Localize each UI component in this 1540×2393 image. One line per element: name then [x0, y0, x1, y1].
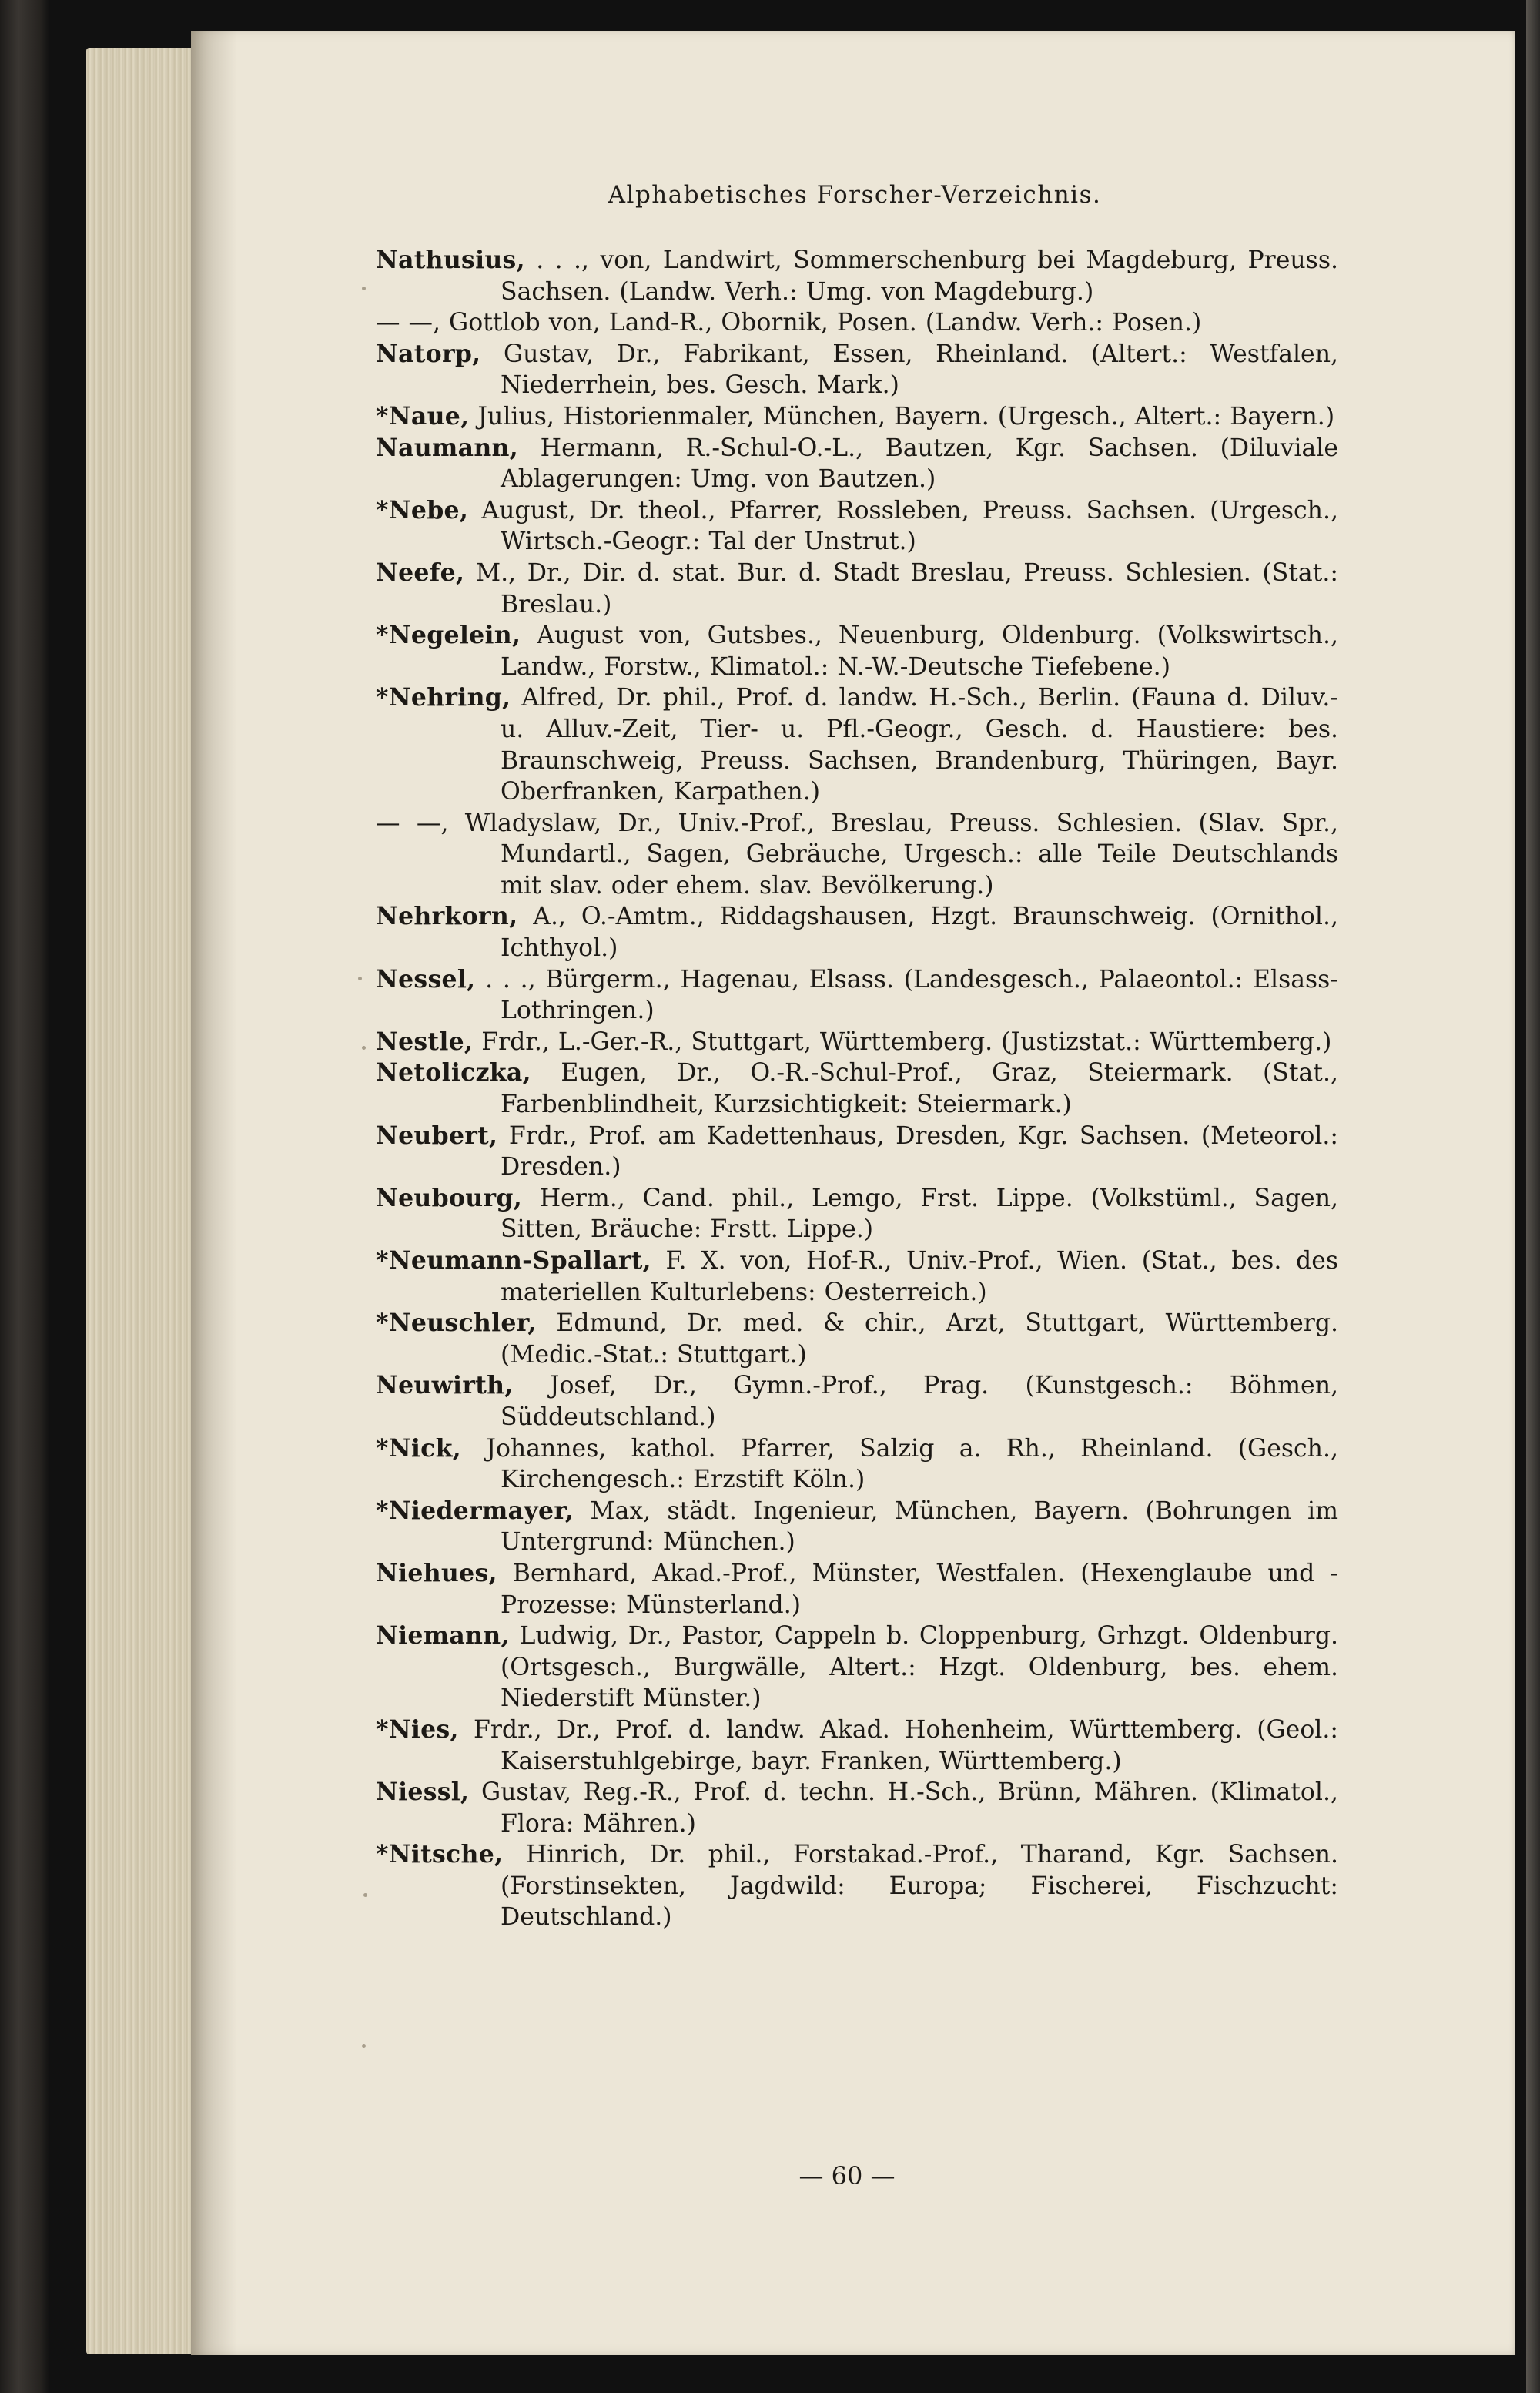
- entry-name: *Nebe,: [376, 495, 469, 525]
- entry-details: Gustav, Reg.-R., Prof. d. techn. H.-Sch., Brünn, Mähren. (Klimatol., Flora: Mähren.): [469, 1778, 1338, 1838]
- entry-details: Alfred, Dr. phil., Prof. d. landw. H.-Sch., Berlin. (Fauna d. Diluv.- u. Alluv.-Zeit, Tier- u. Pfl.-Geogr., Gesch. d. Haustiere: bes. Braunschweig, Preuss. Sachsen, Brandenburg, Thüringen, Bayr. Oberfranken, Karpathen.): [500, 684, 1338, 806]
- entry-details: Eugen, Dr., O.-R.-Schul-Prof., Graz, Steiermark. (Stat., Farbenblindheit, Kurzsichtigkeit: Steiermark.): [500, 1059, 1338, 1119]
- list-item: [376, 1777, 1338, 1839]
- entry-details: F. X. von, Hof-R., Univ.-Prof., Wien. (Stat., bes. des materiellen Kulturlebens: Oesterreich.): [500, 1247, 1338, 1306]
- entry-name: Nestle,: [376, 1027, 474, 1056]
- entry-details: Bernhard, Akad.-Prof., Münster, Westfalen. (Hexenglaube und -Prozesse: Münsterland.): [497, 1559, 1338, 1619]
- entry-name: Niessl,: [376, 1778, 470, 1807]
- entry-name: Natorp,: [376, 339, 481, 368]
- page-number: [0, 2161, 1540, 2190]
- running-head: [0, 181, 1540, 209]
- list-item: [376, 1121, 1338, 1183]
- entry-list: [376, 245, 1338, 1933]
- list-item: [376, 808, 1338, 902]
- entry-name: *Nehring,: [376, 683, 511, 712]
- paper-spot: [362, 287, 366, 290]
- entry-details: Max, städt. Ingenieur, München, Bayern. (Bohrungen im Untergrund: München.): [500, 1496, 1338, 1557]
- paper-spot: [362, 1046, 366, 1050]
- list-item: [376, 495, 1338, 558]
- entry-name: Naumann,: [376, 433, 519, 462]
- entry-details: Edmund, Dr. med. & chir., Arzt, Stuttgart, Württemberg. (Medic.-Stat.: Stuttgart.): [500, 1309, 1338, 1369]
- entry-details: Gottlob von, Land-R., Obornik, Posen. (Landw. Verh.: Posen.): [440, 309, 1202, 337]
- book-cover-edge: [1526, 0, 1540, 2393]
- entry-name: *Naue,: [376, 401, 470, 431]
- paper-spot: [362, 2044, 366, 2048]
- list-item: [376, 433, 1338, 495]
- list-item: [376, 901, 1338, 964]
- entry-name: — —,: [376, 809, 449, 837]
- entry-name: *Nies,: [376, 1714, 459, 1744]
- entry-name: Neubourg,: [376, 1183, 522, 1212]
- list-item: [376, 339, 1338, 401]
- list-item: [376, 1620, 1338, 1714]
- entry-details: Ludwig, Dr., Pastor, Cappeln b. Cloppenburg, Grhzgt. Oldenburg. (Ortsgesch., Burgwälle, Altert.: Hzgt. Oldenburg, bes. ehem. Niederstift Münster.): [500, 1622, 1338, 1713]
- list-item: [376, 964, 1338, 1027]
- entry-name: Nessel,: [376, 964, 476, 994]
- entry-details: Johannes, kathol. Pfarrer, Salzig a. Rh., Rheinland. (Gesch., Kirchengesch.: Erzstift Köln.): [461, 1434, 1338, 1494]
- entry-details: Josef, Dr., Gymn.-Prof., Prag. (Kunstgesch.: Böhmen, Süddeutschland.): [500, 1372, 1338, 1431]
- list-item: [376, 1308, 1338, 1370]
- list-item: [376, 307, 1338, 339]
- entry-name: *Nick,: [376, 1433, 462, 1463]
- entry-name: Neubert,: [376, 1121, 498, 1150]
- entry-name: — —,: [376, 309, 441, 337]
- entry-name: *Negelein,: [376, 621, 521, 650]
- entry-details: Frdr., Prof. am Kadettenhaus, Dresden, Kgr. Sachsen. (Meteorol.: Dresden.): [497, 1121, 1338, 1181]
- entry-details: . . ., von, Landwirt, Sommerschenburg bei Magdeburg, Preuss. Sachsen. (Landw. Verh.: Umg. von Magdeburg.): [500, 246, 1338, 306]
- list-item: [376, 1183, 1338, 1245]
- entry-details: Hinrich, Dr. phil., Forstakad.-Prof., Tharand, Kgr. Sachsen. (Forstinsekten, Jagdwild: Europa; Fischerei, Fischzucht: Deutschland.): [500, 1841, 1338, 1932]
- list-item: [376, 245, 1338, 307]
- list-item: [376, 1370, 1338, 1433]
- entry-name: Neefe,: [376, 558, 465, 587]
- list-item: [376, 1558, 1338, 1620]
- entry-details: M., Dr., Dir. d. stat. Bur. d. Stadt Breslau, Preuss. Schlesien. (Stat.: Breslau.): [464, 558, 1338, 618]
- page-number-text: — 60 —: [798, 2161, 896, 2190]
- entry-details: Hermann, R.-Schul-O.-L., Bautzen, Kgr. Sachsen. (Diluviale Ablagerungen: Umg. von Bautzen.): [500, 434, 1338, 494]
- list-item: [376, 1714, 1338, 1777]
- running-head-text: Alphabetisches Forscher-Verzeichnis.: [608, 181, 1102, 209]
- entry-name: *Niedermayer,: [376, 1496, 574, 1525]
- list-item: [376, 682, 1338, 807]
- list-item: [376, 1245, 1338, 1308]
- list-item: [376, 620, 1338, 682]
- entry-details: . . ., Bürgerm., Hagenau, Elsass. (Landesgesch., Palaeontol.: Elsass-Lothringen.): [475, 965, 1338, 1025]
- entry-details: August, Dr. theol., Pfarrer, Rossleben, Preuss. Sachsen. (Urgesch., Wirtsch.-Geogr.: Tal der Unstrut.): [468, 496, 1338, 556]
- entry-name: Nathusius,: [376, 246, 525, 274]
- list-item: [376, 1057, 1338, 1120]
- entry-details: Herm., Cand. phil., Lemgo, Frst. Lippe. (Volkstüml., Sagen, Sitten, Bräuche: Frstt. Lippe.): [500, 1184, 1338, 1244]
- list-item: [376, 1839, 1338, 1933]
- entry-name: Neuwirth,: [376, 1371, 514, 1400]
- paper-spot: [363, 1893, 367, 1897]
- entry-details: Frdr., L.-Ger.-R., Stuttgart, Württemberg. (Justizstat.: Württemberg.): [473, 1027, 1332, 1056]
- entry-details: Wladyslaw, Dr., Univ.-Prof., Breslau, Preuss. Schlesien. (Slav. Spr., Mundartl., Sagen, Gebräuche, Urgesch.: alle Teile Deutschlands mit slav. oder ehem. slav. Bevölkerung.): [448, 809, 1339, 900]
- list-item: [376, 401, 1338, 433]
- entry-name: Niehues,: [376, 1558, 497, 1587]
- paper-spot: [358, 977, 362, 980]
- entry-name: Netoliczka,: [376, 1058, 531, 1088]
- list-item: [376, 1496, 1338, 1558]
- entry-details: Frdr., Dr., Prof. d. landw. Akad. Hohenheim, Württemberg. (Geol.: Kaiserstuhlgebirge, bayr. Franken, Württemberg.): [458, 1715, 1338, 1775]
- entry-name: Nehrkorn,: [376, 902, 518, 931]
- entry-details: Julius, Historienmaler, München, Bayern. (Urgesch., Altert.: Bayern.): [469, 402, 1335, 431]
- list-item: [376, 1433, 1338, 1496]
- entry-details: Gustav, Dr., Fabrikant, Essen, Rheinland. (Altert.: Westfalen, Niederrhein, bes. Gesch. Mark.): [480, 340, 1338, 400]
- entry-details: August von, Gutsbes., Neuenburg, Oldenburg. (Volkswirtsch., Landw., Forstw., Klimatol.: N.-W.-Deutsche Tiefebene.): [500, 622, 1338, 681]
- list-item: [376, 558, 1338, 620]
- entry-name: *Neuschler,: [376, 1309, 537, 1338]
- list-item: [376, 1027, 1338, 1058]
- entry-details: A., O.-Amtm., Riddagshausen, Hzgt. Braunschweig. (Ornithol., Ichthyol.): [500, 903, 1338, 963]
- entry-name: *Neumann-Spallart,: [376, 1246, 651, 1275]
- entry-name: *Nitsche,: [376, 1840, 504, 1869]
- entry-name: Niemann,: [376, 1621, 510, 1651]
